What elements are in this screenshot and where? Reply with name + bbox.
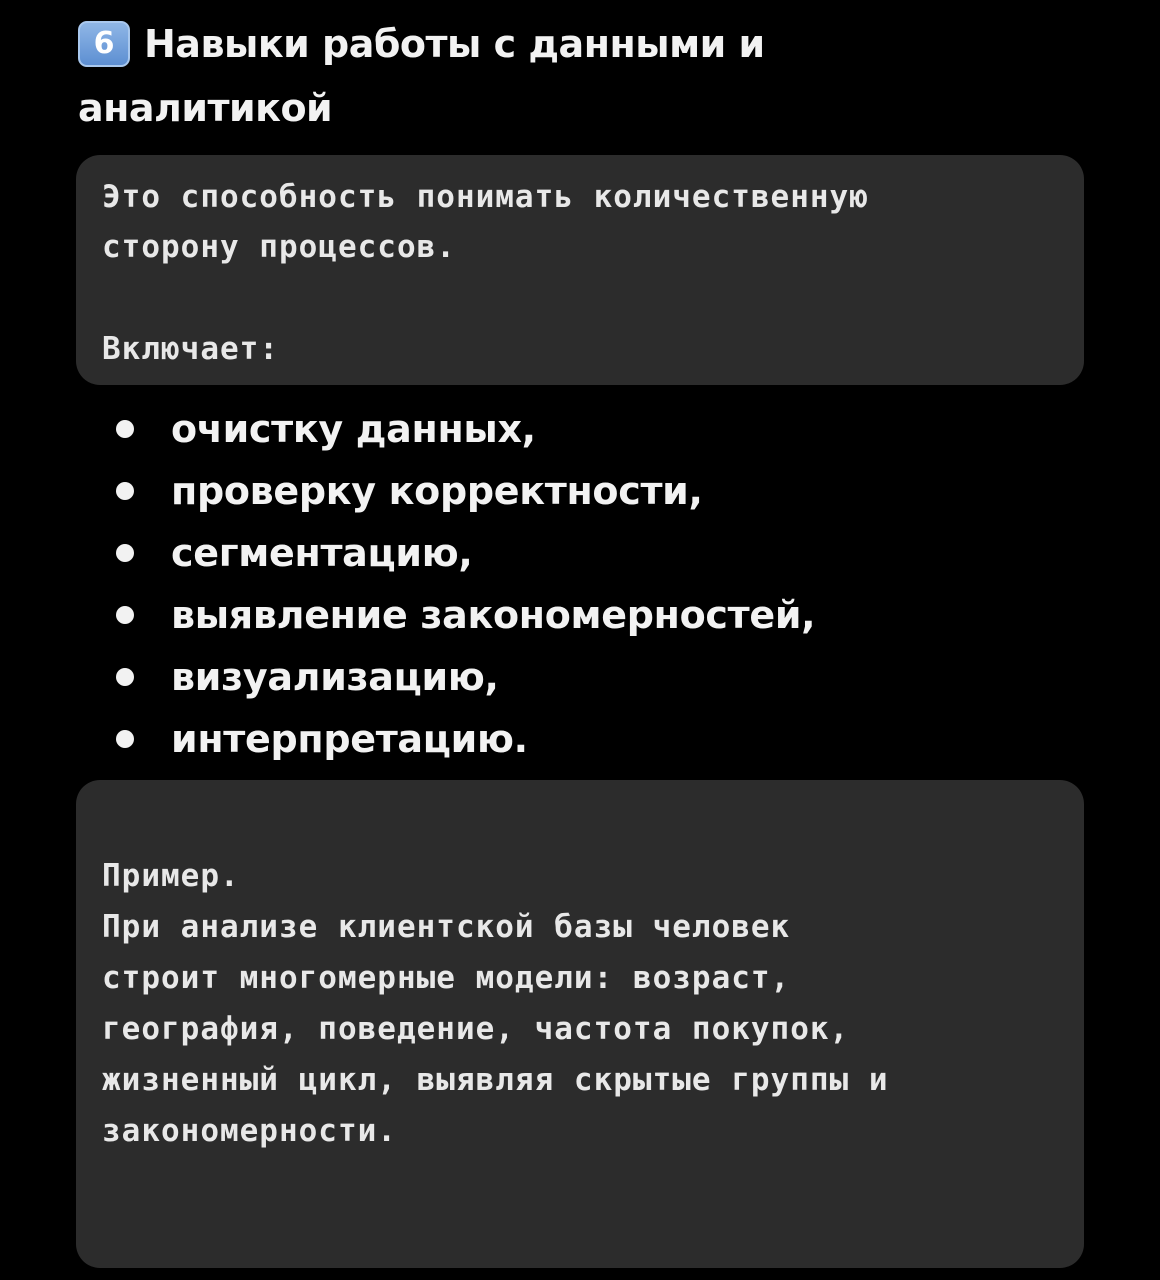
list-item <box>110 460 815 522</box>
list-item-text: очистку данных, <box>171 407 536 451</box>
list-item <box>110 646 815 708</box>
intro-line-1: Это способность понимать количественную <box>102 179 869 215</box>
bullet-dot-icon <box>116 482 134 500</box>
example-line-3: строит многомерные модели: возраст, <box>102 960 791 996</box>
keycap-digit-six-icon: 6 <box>78 21 130 67</box>
intro-line-includes: Включает: <box>102 331 279 367</box>
section-heading <box>78 12 1078 140</box>
bullet-dot-icon <box>116 606 134 624</box>
heading-title-line-1: Навыки работы с данными и <box>144 22 765 66</box>
list-item <box>110 398 815 460</box>
list-item <box>110 708 815 770</box>
list-item-text: выявление закономерностей, <box>171 593 816 637</box>
example-line-2: При анализе клиентской базы человек <box>102 909 791 945</box>
intro-code-block <box>76 155 1084 385</box>
list-item-text: проверку корректности, <box>171 469 703 513</box>
list-item-text: сегментацию, <box>171 531 473 575</box>
skills-bullet-list <box>110 398 815 770</box>
example-line-6: закономерности. <box>102 1113 397 1149</box>
list-item-text: интерпретацию. <box>171 717 528 761</box>
heading-title-line-2: аналитикой <box>78 86 333 130</box>
intro-line-2: сторону процессов. <box>102 229 456 265</box>
example-line-1: Пример. <box>102 858 240 894</box>
example-line-5: жизненный цикл, выявляя скрытые группы и <box>102 1062 889 1098</box>
list-item-text: визуализацию, <box>171 655 499 699</box>
bullet-dot-icon <box>116 730 134 748</box>
bullet-dot-icon <box>116 668 134 686</box>
list-item <box>110 584 815 646</box>
list-item <box>110 522 815 584</box>
example-code-block <box>76 780 1084 1268</box>
example-line-4: география, поведение, частота покупок, <box>102 1011 850 1047</box>
bullet-dot-icon <box>116 420 134 438</box>
bullet-dot-icon <box>116 544 134 562</box>
